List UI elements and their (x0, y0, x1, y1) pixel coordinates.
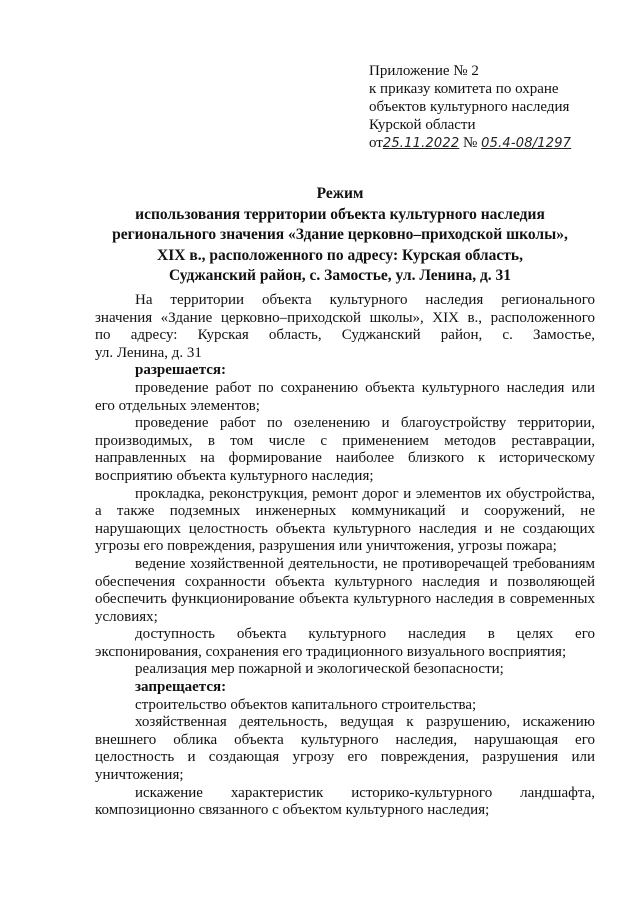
title-line-2: использования территории объекта культурного наследия (135, 205, 545, 223)
prohibited-item: хозяйственная деятельность, ведущая к разрушению, искажению внешнего облика объекта культурного наследия, нарушающая его целостность и создающая угрозу его повреждения, разрушения или уничтожения; (95, 714, 595, 784)
handwritten-order-number: 05.4-08/1297 (481, 136, 572, 151)
number-prefix: № (463, 135, 478, 151)
allowed-heading: разрешается: (135, 362, 227, 379)
appendix-line-3: Курской области (369, 117, 476, 133)
intro-paragraph (95, 292, 595, 362)
title-line-3: регионального значения «Здание церковно–приходской школы», (112, 226, 568, 243)
intro-line: по адресу: Курская область, Суджанский район, с. Замостье, (95, 327, 595, 344)
allowed-item: реализация мер пожарной и экологической безопасности; (135, 661, 504, 678)
prohibited-item: искажение характеристик историко-культурного ландшафта, композиционно связанного с объектом культурного наследия; (95, 784, 595, 819)
allowed-item: доступность объекта культурного наследия в целях его экспонирования, сохранения его традиционного визуального восприятия; (95, 626, 595, 660)
appendix-number: Приложение № 2 (369, 63, 479, 79)
from-prefix: от (369, 135, 383, 151)
intro-line: На территории объекта культурного наследия регионального (135, 292, 595, 308)
appendix-header (369, 62, 619, 153)
appendix-line-1: к приказу комитета по охране (369, 81, 559, 97)
title-line-4: XIX в., расположенного по адресу: Курская область, (157, 246, 523, 264)
intro-line: ул. Ленина, д. 31 (95, 344, 202, 361)
allowed-item: прокладка, реконструкция, ремонт дорог и элементов их обустройства, а также подземных инженерных коммуникаций и сооружений, не нарушающих целостность объекта культурного наследия и не создающих угрозы его повреждения, разрушения или уничтожения, угрозы пожара; (95, 485, 595, 555)
intro-line: значения «Здание церковно–приходской школы», XIX в., расположенного (95, 309, 595, 326)
prohibited-item: строительство объектов капитального строительства; (135, 696, 477, 713)
document-body (95, 292, 595, 820)
prohibited-heading: запрещается: (135, 679, 227, 696)
title-line-1: Режим (316, 185, 364, 202)
title-line-5: Суджанский район, с. Замостье, ул. Ленина, д. 31 (168, 267, 512, 284)
allowed-item: проведение работ по озеленению и благоустройству территории, производимых, в том числе с применением методов реставрации, направленных на формирование наиболее близкого к историческому восприятию объекта культурного наследия; (95, 415, 595, 484)
handwritten-date: 25.11.2022 (382, 136, 460, 151)
allowed-item: ведение хозяйственной деятельности, не противоречащей требованиям обеспечения сохранности объекта культурного наследия и позволяющей обеспечить функционирование объекта культурного наследия в современных условиях; (95, 555, 595, 625)
document-title (70, 184, 610, 287)
allowed-item: проведение работ по сохранению объекта культурного наследия или его отдельных элементов; (95, 379, 595, 414)
order-date-line (369, 134, 619, 153)
appendix-line-2: объектов культурного наследия (369, 99, 570, 115)
